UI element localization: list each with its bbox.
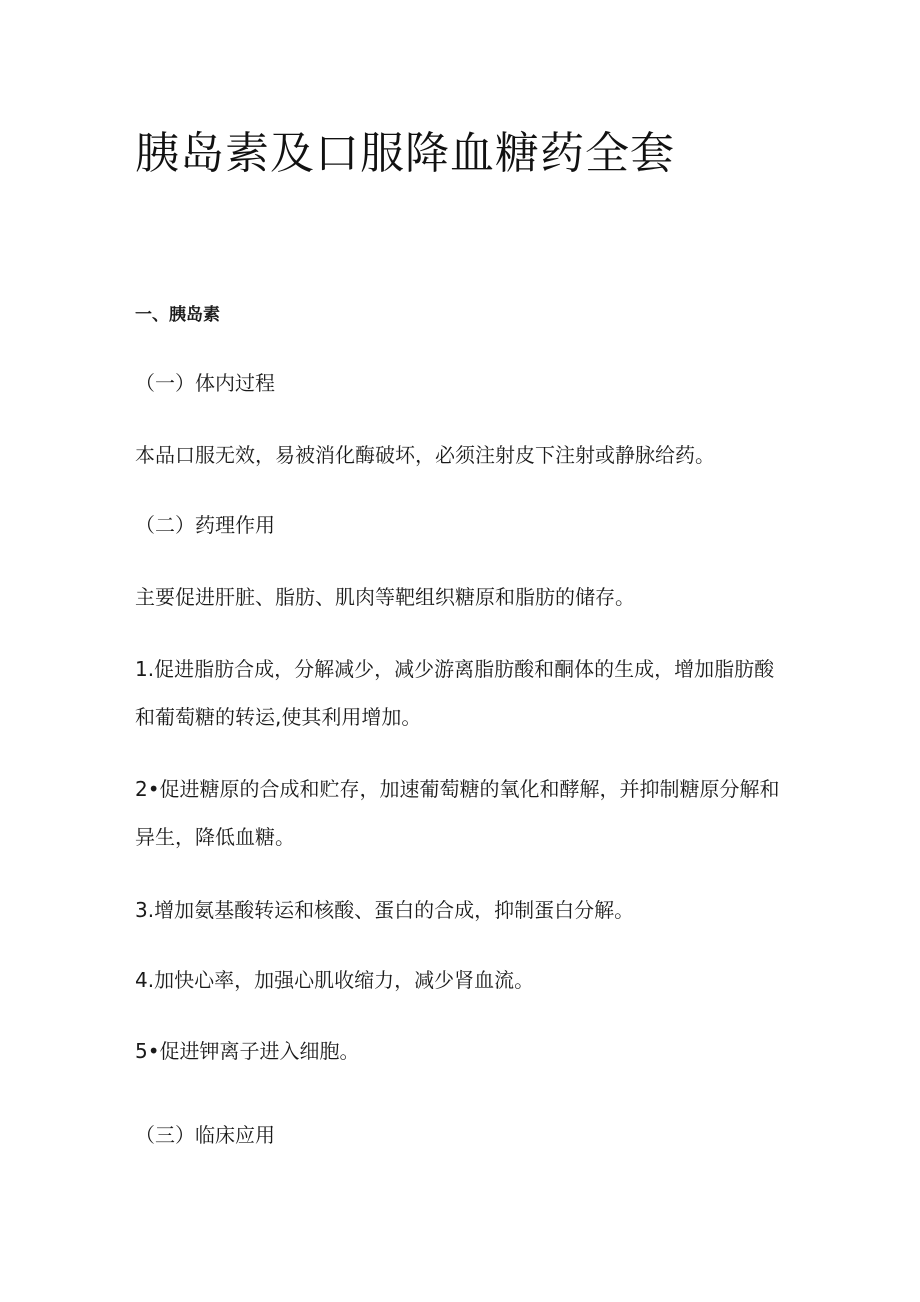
section-heading-insulin: 一、胰岛素 xyxy=(135,305,220,325)
list-item-2 xyxy=(135,765,785,861)
list-item-2-line-1: 2•促进糖原的合成和贮存，加速葡萄糖的氧化和酵解，并抑制糖原分解和 xyxy=(135,777,780,801)
list-item-1-line-1: 1.促进脂肪合成，分解减少，减少游离脂肪酸和酮体的生成，增加脂肪酸 xyxy=(135,657,775,681)
subheading-clinical-use: （三）临床应用 xyxy=(135,1123,275,1147)
subheading-pharmacology: （二）药理作用 xyxy=(135,513,275,537)
list-item-3: 3.增加氨基酸转运和核酸、蛋白的合成，抑制蛋白分解。 xyxy=(135,898,635,922)
list-item-1 xyxy=(135,645,785,741)
paragraph-administration: 本品口服无效，易被消化酶破坏，必须注射皮下注射或静脉给药。 xyxy=(135,443,715,467)
subheading-pharmacokinetics: （一）体内过程 xyxy=(135,371,275,395)
paragraph-main-action: 主要促进肝脏、脂肪、肌肉等靶组织糖原和脂肪的储存。 xyxy=(135,585,635,609)
document-title: 胰岛素及口服降血糖药全套 xyxy=(135,128,675,179)
list-item-2-line-2: 异生，降低血糖。 xyxy=(135,825,295,849)
list-item-5: 5•促进钾离子进入细胞。 xyxy=(135,1039,360,1063)
list-item-1-line-2: 和葡萄糖的转运,使其利用增加。 xyxy=(135,705,422,729)
list-item-4: 4.加快心率，加强心肌收缩力，减少肾血流。 xyxy=(135,968,535,992)
